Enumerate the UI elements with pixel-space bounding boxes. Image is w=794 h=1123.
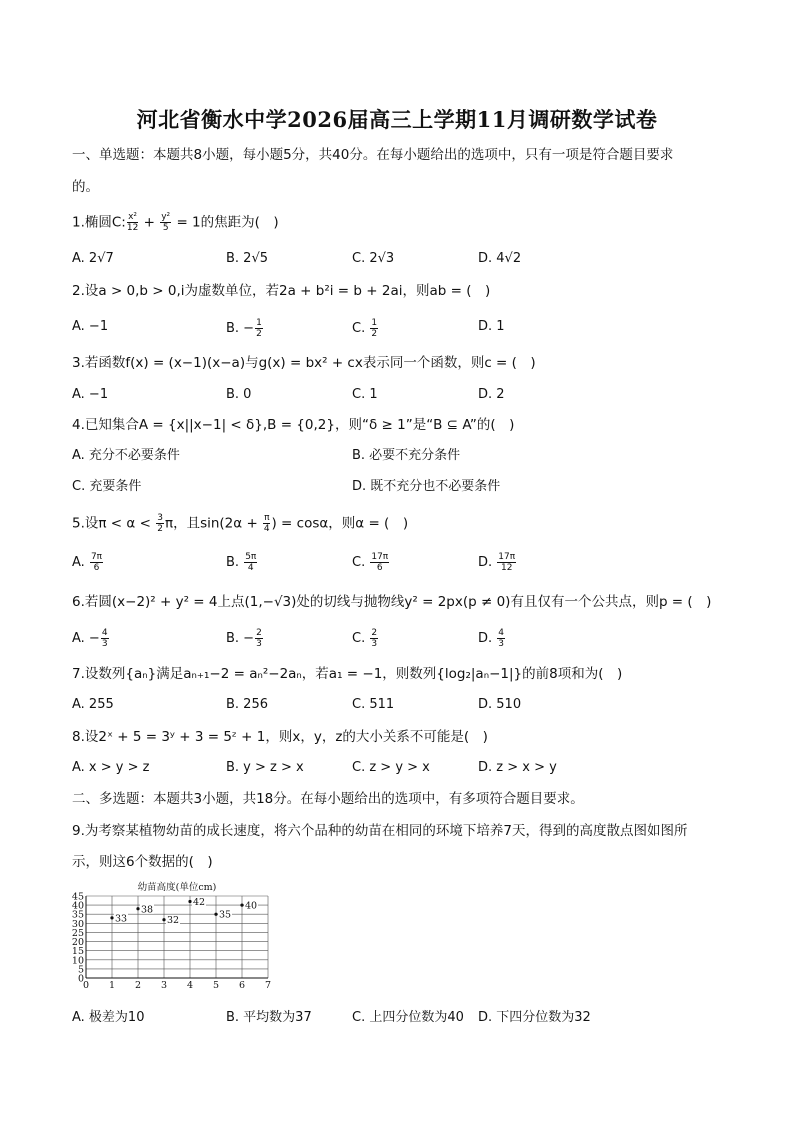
q2-option-c[interactable] (352, 318, 379, 339)
q1-option-d[interactable]: D. 4√2 (478, 251, 522, 266)
data-point (110, 916, 113, 919)
y-tick-label: 45 (71, 891, 84, 903)
q9-option-d[interactable]: D. 下四分位数为32 (478, 1010, 591, 1025)
q5-a-den: 6 (93, 563, 100, 573)
q7-option-a[interactable]: A. 255 (72, 697, 114, 712)
q7-option-d[interactable]: D. 510 (478, 697, 522, 712)
q2-c-den: 2 (371, 329, 378, 339)
q8-option-a[interactable]: A. x > y > z (72, 760, 150, 775)
y-tick-label: 15 (71, 946, 84, 958)
q8-option-b[interactable]: B. y > z > x (226, 760, 304, 775)
q2-option-c-label: C. (352, 321, 370, 336)
q1-option-c[interactable]: C. 2√3 (352, 251, 395, 266)
q2-option-c-frac (370, 318, 378, 339)
q5-c-den: 6 (376, 563, 383, 573)
q8-option-c[interactable]: C. z > y > x (352, 760, 430, 775)
q6-d-label: D. (478, 631, 497, 646)
q6-b-frac (255, 628, 263, 649)
q3-option-c[interactable]: C. 1 (352, 387, 378, 402)
q5-f-num: 3 (157, 513, 163, 523)
q2-option-b-label: B. − (226, 321, 255, 336)
q6-c-den: 3 (371, 639, 378, 649)
q6-a-label: A. − (72, 631, 100, 646)
data-label: 35 (219, 909, 232, 921)
q6-option-b[interactable] (226, 628, 264, 649)
q2-b-num: 1 (256, 318, 262, 328)
q1-frac2-den: 5 (162, 223, 169, 233)
q6-a-frac (101, 628, 109, 649)
q2-option-b-frac (255, 318, 263, 339)
q5-g-den: 4 (263, 524, 270, 534)
q6-c-label: C. (352, 631, 370, 646)
question-1 (72, 212, 279, 233)
q1-frac1-num: x² (128, 212, 138, 222)
y-tick-label: 5 (77, 964, 84, 976)
question-9-line1: 9.为考察某植物幼苗的成长速度，将六个品种的幼苗在相同的环境下培养7天，得到的高度散点图如图所 (72, 823, 688, 839)
q1-prefix: 1.椭圆C: (72, 214, 126, 231)
y-tick-label: 25 (71, 927, 84, 939)
q4-option-a[interactable]: A. 充分不必要条件 (72, 448, 180, 463)
q6-d-den: 3 (498, 639, 505, 649)
question-4: 4.已知集合A = {x||x−1| < δ},B = {0,2}，则“δ ≥ 1”是“B ⊆ A”的( ) (72, 417, 515, 433)
data-point (214, 913, 217, 916)
q5-f-den: 2 (157, 524, 163, 534)
q6-a-num: 4 (101, 628, 108, 638)
data-label: 38 (141, 904, 154, 916)
q4-option-b[interactable]: B. 必要不充分条件 (352, 448, 461, 463)
q6-b-num: 2 (256, 628, 262, 638)
q6-c-frac (370, 628, 378, 649)
q6-b-label: B. − (226, 631, 255, 646)
q6-d-frac (497, 628, 505, 649)
q5-a-label: A. (72, 555, 89, 570)
y-tick-label: 35 (71, 909, 84, 921)
q5-d-frac (497, 552, 516, 573)
x-tick-label: 0 (82, 980, 90, 991)
q1-option-a[interactable]: A. 2√7 (72, 251, 114, 266)
question-9-line2: 示，则这6个数据的( ) (72, 854, 213, 870)
q5-b-num: 5π (245, 552, 257, 562)
q5-mid: π，且sin(2α + (164, 515, 263, 532)
page-title: 河北省衡水中学2026届高三上学期11月调研数学试卷 (136, 107, 658, 132)
q6-option-a[interactable] (72, 628, 110, 649)
q6-a-den: 3 (101, 639, 108, 649)
q5-suffix: ) = cosα，则α = ( ) (271, 515, 409, 532)
q5-c-label: C. (352, 555, 370, 570)
q5-b-frac (244, 552, 257, 573)
q4-option-c[interactable]: C. 充要条件 (72, 479, 142, 494)
q7-option-b[interactable]: B. 256 (226, 697, 268, 712)
q1-plus: + (139, 214, 160, 231)
q5-d-num: 17π (498, 552, 516, 562)
q1-frac2-num: y² (161, 212, 171, 222)
q5-g-num: π (264, 513, 270, 523)
q5-option-d[interactable] (478, 552, 517, 573)
q2-option-a[interactable]: A. −1 (72, 319, 109, 334)
q6-option-c[interactable] (352, 628, 379, 649)
q5-fraction-pi-4 (263, 513, 270, 534)
chart-title: 幼苗高度(单位cm) (137, 882, 217, 893)
q6-option-d[interactable] (478, 628, 506, 649)
q5-b-label: B. (226, 555, 244, 570)
section2-header: 二、多选题：本题共3小题，共18分。在每小题给出的选项中，有多项符合题目要求。 (72, 791, 584, 807)
x-tick-label: 2 (134, 980, 142, 991)
q5-a-frac (90, 552, 103, 573)
q5-d-label: D. (478, 555, 497, 570)
y-tick-label: 20 (71, 937, 84, 949)
data-label: 33 (115, 913, 128, 925)
q5-prefix: 5.设π < α < (72, 515, 156, 532)
data-point (136, 907, 139, 910)
data-point (188, 900, 191, 903)
q1-frac1-den: 12 (126, 223, 139, 233)
q1-fraction-x (127, 212, 138, 233)
question-3: 3.若函数f(x) = (x−1)(x−a)与g(x) = bx² + cx表示同一个函数，则c = ( ) (72, 355, 536, 371)
data-label: 32 (167, 915, 180, 927)
x-tick-label: 4 (186, 980, 194, 991)
q5-c-num: 17π (371, 552, 389, 562)
q5-c-frac (370, 552, 389, 573)
q5-option-b[interactable] (226, 552, 258, 573)
q6-b-den: 3 (256, 639, 262, 649)
q5-a-num: 7π (90, 552, 103, 562)
q5-option-a[interactable] (72, 552, 104, 573)
q2-option-b[interactable] (226, 318, 264, 339)
data-label: 40 (245, 900, 258, 912)
q1-option-b[interactable]: B. 2√5 (226, 251, 269, 266)
y-tick-label: 40 (71, 900, 84, 912)
q2-b-den: 2 (256, 329, 262, 339)
q6-d-num: 4 (498, 628, 505, 638)
q3-option-d[interactable]: D. 2 (478, 387, 505, 402)
y-tick-label: 30 (71, 918, 84, 930)
x-tick-label: 5 (212, 980, 220, 991)
question-5 (72, 513, 408, 534)
x-tick-label: 6 (238, 980, 246, 991)
y-tick-label: 10 (71, 955, 84, 967)
q5-fraction-3-2 (156, 513, 164, 534)
seedling-height-scatter-chart (62, 880, 282, 992)
data-point (240, 904, 243, 907)
question-6: 6.若圆(x−2)² + y² = 4上点(1,−√3)处的切线与抛物线y² = 2px(p ≠ 0)有且仅有一个公共点，则p = ( ) (72, 594, 712, 610)
q5-d-den: 12 (500, 563, 513, 573)
data-point (162, 918, 165, 921)
q7-option-c[interactable]: C. 511 (352, 697, 395, 712)
question-7: 7.设数列{aₙ}满足aₙ₊₁−2 = aₙ²−2aₙ，若a₁ = −1，则数列{log₂|aₙ−1|}的前8项和为( ) (72, 666, 623, 682)
question-8: 8.设2ˣ + 5 = 3ʸ + 3 = 5ᶻ + 1，则x，y，z的大小关系不可能是( ) (72, 729, 488, 745)
data-label: 42 (193, 896, 206, 908)
y-tick-label: 0 (77, 973, 84, 985)
q5-option-c[interactable] (352, 552, 390, 573)
section1-header-line2: 的。 (72, 179, 99, 195)
q9-option-c[interactable]: C. 上四分位数为40 (352, 1010, 464, 1025)
q6-c-num: 2 (371, 628, 378, 638)
q1-suffix: = 1的焦距为( ) (172, 214, 279, 231)
q3-option-b[interactable]: B. 0 (226, 387, 252, 402)
q9-option-a[interactable]: A. 极差为10 (72, 1010, 145, 1025)
x-tick-label: 3 (160, 980, 168, 991)
x-tick-label: 7 (264, 980, 272, 991)
q5-b-den: 4 (247, 563, 254, 573)
section1-header-line1: 一、单选题：本题共8小题，每小题5分，共40分。在每小题给出的选项中，只有一项是符合题目要求 (72, 147, 674, 163)
q1-fraction-y (160, 212, 171, 233)
q2-c-num: 1 (371, 318, 378, 328)
question-2: 2.设a > 0,b > 0,i为虚数单位，若2a + b²i = b + 2ai，则ab = ( ) (72, 283, 491, 299)
q9-option-b[interactable]: B. 平均数为37 (226, 1010, 312, 1025)
q8-option-d[interactable]: D. z > x > y (478, 760, 557, 775)
q3-option-a[interactable]: A. −1 (72, 387, 109, 402)
q2-option-d[interactable]: D. 1 (478, 319, 505, 334)
q4-option-d[interactable]: D. 既不充分也不必要条件 (352, 479, 501, 494)
x-tick-label: 1 (108, 980, 116, 991)
